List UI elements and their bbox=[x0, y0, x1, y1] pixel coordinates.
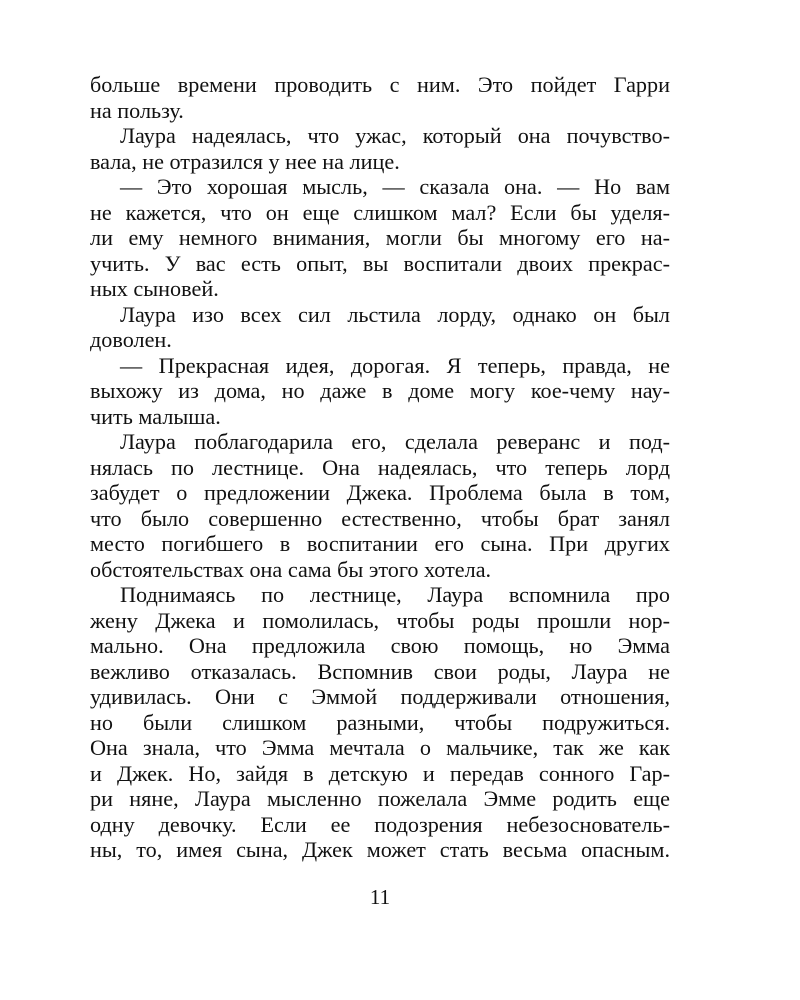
text-line: ли ему немного внимания, могли бы многому его на- bbox=[90, 225, 670, 250]
text-line: одну девочку. Если ее подозрения небезоснователь- bbox=[90, 811, 670, 837]
text-line: — Это хорошая мысль, — сказала она. — Но вам bbox=[120, 174, 670, 199]
text-line: Она знала, что Эмма мечтала о мальчике, так же как bbox=[90, 735, 670, 760]
text-line: доволен. bbox=[90, 327, 172, 352]
text-line: что было совершенно естественно, чтобы брат занял bbox=[90, 505, 670, 531]
text-line: Лаура изо всех сил льстила лорду, однако он был bbox=[120, 301, 670, 327]
text-line: вежливо отказалась. Вспомнив свои роды, Лаура не bbox=[90, 658, 670, 684]
text-line: Лаура надеялась, что ужас, который она почувство- bbox=[120, 123, 670, 148]
text-line: но были слишком разными, чтобы подружиться. bbox=[90, 709, 670, 735]
text-line: место погибшего в воспитании его сына. При других bbox=[90, 531, 670, 556]
text-line: и Джек. Но, зайдя в детскую и передав сонного Гар- bbox=[90, 760, 670, 786]
text-line: ных сыновей. bbox=[90, 276, 219, 301]
text-line: ри няне, Лаура мысленно пожелала Эмме родить еще bbox=[90, 786, 670, 811]
text-line: — Прекрасная идея, дорогая. Я теперь, правда, не bbox=[120, 352, 670, 378]
text-line: жену Джека и помолилась, чтобы роды прошли нор- bbox=[90, 607, 670, 633]
text-line: ны, то, имея сына, Джек может стать весьма опасным. bbox=[90, 837, 670, 862]
text-line: чить малыша. bbox=[90, 403, 221, 429]
text-line: учить. У вас есть опыт, вы воспитали двоих прекрас- bbox=[90, 250, 670, 276]
page-body-text bbox=[90, 72, 670, 863]
text-line: забудет о предложении Джека. Проблема была в том, bbox=[90, 480, 670, 505]
text-line: обстоятельствах она сама бы этого хотела. bbox=[90, 556, 492, 582]
text-line: Лаура поблагодарила его, сделала реверанс и под- bbox=[120, 429, 670, 454]
page-number: 11 bbox=[369, 885, 391, 909]
text-line: мально. Она предложила свою помощь, но Эмма bbox=[90, 633, 670, 658]
text-line: не кажется, что он еще слишком мал? Если бы уделя- bbox=[90, 199, 670, 225]
text-line: удивилась. Они с Эммой поддерживали отношения, bbox=[90, 684, 670, 709]
text-line: больше времени проводить с ним. Это пойдет Гарри bbox=[90, 72, 670, 97]
text-line: вала, не отразился у нее на лице. bbox=[90, 148, 400, 174]
text-line: нялась по лестнице. Она надеялась, что теперь лорд bbox=[90, 454, 670, 480]
text-line: выхожу из дома, но даже в доме могу кое-чему нау- bbox=[90, 378, 670, 403]
text-line: на пользу. bbox=[90, 97, 184, 123]
text-line: Поднимаясь по лестнице, Лаура вспомнила про bbox=[120, 582, 670, 607]
